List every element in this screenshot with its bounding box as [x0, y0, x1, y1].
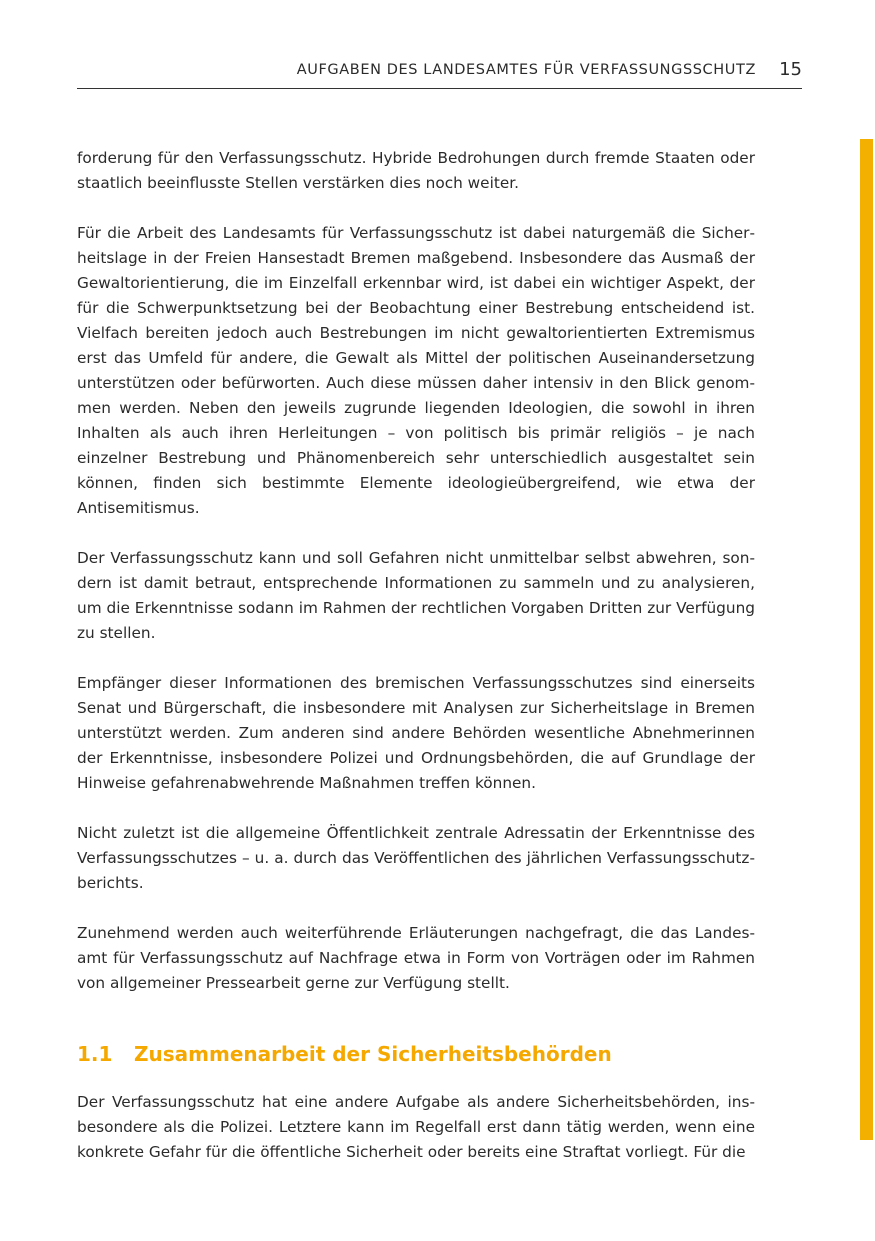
paragraph-2: Für die Arbeit des Landesamts für Verfassungsschutz ist dabei naturgemäß die Sicherheitslage in der Freien Hansestadt Bremen maßgebend. Insbesondere das Ausmaß der Gewaltorientierung, die im Einzelfall erkennbar wird, ist dabei ein wichtiger Aspekt, der für die Schwerpunktsetzung bei der Beobachtung einer Bestrebung entscheidend ist. Vielfach bereiten jedoch auch Bestrebungen im nicht gewaltorientierten Extremismus erst das Umfeld für andere, die Gewalt als Mittel der politischen Auseinandersetzung unterstützen oder befürworten. Auch diese müssen daher intensiv in den Blick genommen werden. Neben den jeweils zugrunde liegenden Ideologien, die sowohl in ihren Inhalten als auch ihren Herleitungen – von politisch bis primär religiös – je nach einzelner Bestrebung und Phänomenbereich sehr unterschiedlich ausgestaltet sein können, finden sich bestimmte Elemente ideologieübergreifend, wie etwa der Antisemitismus.	[77, 224, 755, 517]
paragraph-1: forderung für den Verfassungsschutz. Hybride Bedrohungen durch fremde Staaten oder staatlich beeinflusste Stellen verstärken dies noch weiter.	[77, 149, 755, 192]
paragraph-3: Der Verfassungsschutz kann und soll Gefahren nicht unmittelbar selbst abwehren, sondern ist damit betraut, entsprechende Informationen zu sammeln und zu analysieren, um die Erkenntnisse sodann im Rahmen der rechtlichen Vorgaben Dritten zur Verfügung zu stellen.	[77, 549, 755, 642]
running-header-title: AUFGABEN DES LANDESAMTES FÜR VERFASSUNGSSCHUTZ	[296, 62, 756, 78]
accent-side-bar	[860, 139, 873, 1140]
running-header	[77, 58, 802, 89]
section-paragraph-1: Der Verfassungsschutz hat eine andere Aufgabe als andere Sicherheitsbehörden, insbesondere als die Polizei. Letztere kann im Regelfall erst dann tätig werden, wenn eine konkrete Gefahr für die öffentliche Sicherheit oder bereits eine Straftat vorliegt. Für die	[77, 1093, 755, 1161]
section-title: Zusammenarbeit der Sicherheitsbehörden	[134, 1042, 612, 1066]
section-heading	[77, 1041, 755, 1067]
paragraph-5: Nicht zuletzt ist die allgemeine Öffentlichkeit zentrale Adressatin der Erkenntnisse des Verfassungsschutzes – u. a. durch das Veröffentlichen des jährlichen Verfassungsschutzberichts.	[77, 824, 755, 892]
page-number: 15	[779, 59, 802, 80]
paragraph-4: Empfänger dieser Informationen des bremischen Verfassungsschutzes sind einerseits Senat und Bürgerschaft, die insbesondere mit Analysen zur Sicherheitslage in Bremen unterstützt werden. Zum anderen sind andere Behörden wesentliche Abnehmerinnen der Erkenntnisse, insbesondere Polizei und Ordnungsbehörden, die auf Grundlage der Hinweise gefahrenabwehrende Maßnahmen treffen können.	[77, 674, 755, 792]
body-text	[77, 146, 755, 1190]
paragraph-6: Zunehmend werden auch weiterführende Erläuterungen nachgefragt, die das Landesamt für Verfassungsschutz auf Nachfrage etwa in Form von Vorträgen oder im Rahmen von allgemeiner Pressearbeit gerne zur Verfügung stellt.	[77, 924, 755, 992]
section-number: 1.1	[77, 1042, 113, 1066]
